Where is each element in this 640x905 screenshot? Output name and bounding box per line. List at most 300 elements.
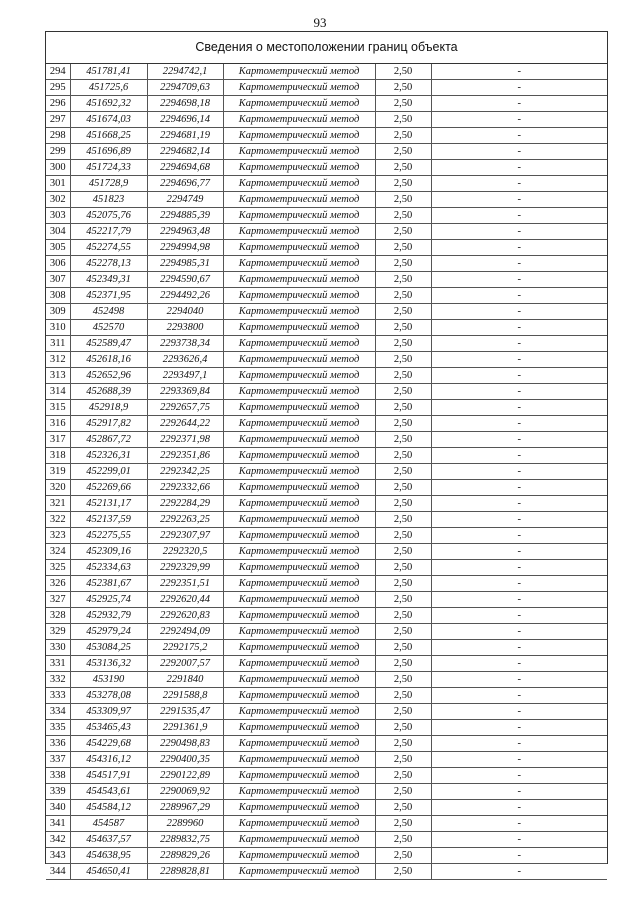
table-row	[46, 576, 607, 592]
point-number-cell: 295	[46, 80, 70, 96]
table-row	[46, 624, 607, 640]
x-coordinate-cell: 452274,55	[70, 240, 147, 256]
point-number-cell: 342	[46, 832, 70, 848]
description-cell: -	[431, 688, 607, 704]
x-coordinate-cell: 451728,9	[70, 176, 147, 192]
accuracy-cell: 2,50	[375, 256, 431, 272]
method-cell: Картометрический метод	[223, 288, 375, 304]
method-cell: Картометрический метод	[223, 592, 375, 608]
table-row	[46, 480, 607, 496]
description-cell: -	[431, 416, 607, 432]
method-cell: Картометрический метод	[223, 544, 375, 560]
description-cell: -	[431, 288, 607, 304]
description-cell: -	[431, 192, 607, 208]
y-coordinate-cell: 2289832,75	[147, 832, 223, 848]
x-coordinate-cell: 452269,66	[70, 480, 147, 496]
method-cell: Картометрический метод	[223, 352, 375, 368]
description-cell: -	[431, 144, 607, 160]
point-number-cell: 299	[46, 144, 70, 160]
table-row	[46, 288, 607, 304]
x-coordinate-cell: 454587	[70, 816, 147, 832]
y-coordinate-cell: 2293369,84	[147, 384, 223, 400]
x-coordinate-cell: 452275,55	[70, 528, 147, 544]
accuracy-cell: 2,50	[375, 816, 431, 832]
accuracy-cell: 2,50	[375, 784, 431, 800]
table-row	[46, 176, 607, 192]
description-cell: -	[431, 400, 607, 416]
table-row	[46, 80, 607, 96]
method-cell: Картометрический метод	[223, 64, 375, 80]
y-coordinate-cell: 2292644,22	[147, 416, 223, 432]
y-coordinate-cell: 2292620,44	[147, 592, 223, 608]
description-cell: -	[431, 160, 607, 176]
y-coordinate-cell: 2291535,47	[147, 704, 223, 720]
accuracy-cell: 2,50	[375, 560, 431, 576]
point-number-cell: 315	[46, 400, 70, 416]
method-cell: Картометрический метод	[223, 144, 375, 160]
y-coordinate-cell: 2289829,26	[147, 848, 223, 864]
description-cell: -	[431, 672, 607, 688]
method-cell: Картометрический метод	[223, 704, 375, 720]
point-number-cell: 328	[46, 608, 70, 624]
method-cell: Картометрический метод	[223, 272, 375, 288]
y-coordinate-cell: 2294885,39	[147, 208, 223, 224]
x-coordinate-cell: 452309,16	[70, 544, 147, 560]
accuracy-cell: 2,50	[375, 144, 431, 160]
accuracy-cell: 2,50	[375, 304, 431, 320]
method-cell: Картометрический метод	[223, 400, 375, 416]
point-number-cell: 308	[46, 288, 70, 304]
accuracy-cell: 2,50	[375, 608, 431, 624]
method-cell: Картометрический метод	[223, 256, 375, 272]
accuracy-cell: 2,50	[375, 800, 431, 816]
method-cell: Картометрический метод	[223, 768, 375, 784]
accuracy-cell: 2,50	[375, 624, 431, 640]
x-coordinate-cell: 454316,12	[70, 752, 147, 768]
y-coordinate-cell: 2290498,83	[147, 736, 223, 752]
point-number-cell: 340	[46, 800, 70, 816]
y-coordinate-cell: 2292307,97	[147, 528, 223, 544]
point-number-cell: 319	[46, 464, 70, 480]
point-number-cell: 321	[46, 496, 70, 512]
table-row	[46, 656, 607, 672]
point-number-cell: 318	[46, 448, 70, 464]
accuracy-cell: 2,50	[375, 848, 431, 864]
point-number-cell: 320	[46, 480, 70, 496]
table-row	[46, 208, 607, 224]
x-coordinate-cell: 452618,16	[70, 352, 147, 368]
accuracy-cell: 2,50	[375, 720, 431, 736]
coordinates-table	[46, 64, 607, 880]
point-number-cell: 330	[46, 640, 70, 656]
table-row	[46, 816, 607, 832]
y-coordinate-cell: 2292351,51	[147, 576, 223, 592]
point-number-cell: 333	[46, 688, 70, 704]
x-coordinate-cell: 452918,9	[70, 400, 147, 416]
description-cell: -	[431, 80, 607, 96]
y-coordinate-cell: 2292284,29	[147, 496, 223, 512]
x-coordinate-cell: 452381,67	[70, 576, 147, 592]
x-coordinate-cell: 454517,91	[70, 768, 147, 784]
accuracy-cell: 2,50	[375, 432, 431, 448]
x-coordinate-cell: 453190	[70, 672, 147, 688]
table-row	[46, 864, 607, 880]
description-cell: -	[431, 96, 607, 112]
table-row	[46, 112, 607, 128]
table-row	[46, 752, 607, 768]
x-coordinate-cell: 451781,41	[70, 64, 147, 80]
accuracy-cell: 2,50	[375, 544, 431, 560]
description-cell: -	[431, 352, 607, 368]
accuracy-cell: 2,50	[375, 832, 431, 848]
y-coordinate-cell: 2294742,1	[147, 64, 223, 80]
table-row	[46, 304, 607, 320]
point-number-cell: 300	[46, 160, 70, 176]
table-row	[46, 464, 607, 480]
y-coordinate-cell: 2294709,63	[147, 80, 223, 96]
point-number-cell: 344	[46, 864, 70, 880]
x-coordinate-cell: 451725,6	[70, 80, 147, 96]
method-cell: Картометрический метод	[223, 320, 375, 336]
description-cell: -	[431, 848, 607, 864]
description-cell: -	[431, 768, 607, 784]
description-cell: -	[431, 64, 607, 80]
description-cell: -	[431, 608, 607, 624]
x-coordinate-cell: 453136,32	[70, 656, 147, 672]
table-row	[46, 720, 607, 736]
accuracy-cell: 2,50	[375, 208, 431, 224]
method-cell: Картометрический метод	[223, 784, 375, 800]
point-number-cell: 301	[46, 176, 70, 192]
point-number-cell: 339	[46, 784, 70, 800]
x-coordinate-cell: 451724,33	[70, 160, 147, 176]
table-row	[46, 544, 607, 560]
y-coordinate-cell: 2290122,89	[147, 768, 223, 784]
x-coordinate-cell: 452688,39	[70, 384, 147, 400]
accuracy-cell: 2,50	[375, 752, 431, 768]
table-row	[46, 256, 607, 272]
description-cell: -	[431, 704, 607, 720]
point-number-cell: 322	[46, 512, 70, 528]
point-number-cell: 312	[46, 352, 70, 368]
table-row	[46, 736, 607, 752]
y-coordinate-cell: 2289960	[147, 816, 223, 832]
method-cell: Картометрический метод	[223, 864, 375, 880]
method-cell: Картометрический метод	[223, 496, 375, 512]
accuracy-cell: 2,50	[375, 496, 431, 512]
description-cell: -	[431, 368, 607, 384]
x-coordinate-cell: 453309,97	[70, 704, 147, 720]
accuracy-cell: 2,50	[375, 704, 431, 720]
point-number-cell: 343	[46, 848, 70, 864]
table-row	[46, 528, 607, 544]
y-coordinate-cell: 2294985,31	[147, 256, 223, 272]
x-coordinate-cell: 452075,76	[70, 208, 147, 224]
x-coordinate-cell: 454637,57	[70, 832, 147, 848]
x-coordinate-cell: 451823	[70, 192, 147, 208]
x-coordinate-cell: 452867,72	[70, 432, 147, 448]
y-coordinate-cell: 2293497,1	[147, 368, 223, 384]
point-number-cell: 305	[46, 240, 70, 256]
table-row	[46, 96, 607, 112]
table-row	[46, 240, 607, 256]
x-coordinate-cell: 452979,24	[70, 624, 147, 640]
description-cell: -	[431, 512, 607, 528]
table-row	[46, 160, 607, 176]
method-cell: Картометрический метод	[223, 112, 375, 128]
table-row	[46, 144, 607, 160]
accuracy-cell: 2,50	[375, 160, 431, 176]
method-cell: Картометрический метод	[223, 752, 375, 768]
x-coordinate-cell: 452589,47	[70, 336, 147, 352]
method-cell: Картометрический метод	[223, 832, 375, 848]
x-coordinate-cell: 452217,79	[70, 224, 147, 240]
description-cell: -	[431, 560, 607, 576]
y-coordinate-cell: 2291361,9	[147, 720, 223, 736]
x-coordinate-cell: 452371,95	[70, 288, 147, 304]
point-number-cell: 306	[46, 256, 70, 272]
accuracy-cell: 2,50	[375, 64, 431, 80]
description-cell: -	[431, 528, 607, 544]
accuracy-cell: 2,50	[375, 224, 431, 240]
accuracy-cell: 2,50	[375, 240, 431, 256]
table-row	[46, 64, 607, 80]
point-number-cell: 326	[46, 576, 70, 592]
x-coordinate-cell: 452498	[70, 304, 147, 320]
x-coordinate-cell: 452131,17	[70, 496, 147, 512]
accuracy-cell: 2,50	[375, 464, 431, 480]
description-cell: -	[431, 208, 607, 224]
description-cell: -	[431, 272, 607, 288]
y-coordinate-cell: 2294698,18	[147, 96, 223, 112]
method-cell: Картометрический метод	[223, 656, 375, 672]
accuracy-cell: 2,50	[375, 768, 431, 784]
x-coordinate-cell: 451692,32	[70, 96, 147, 112]
x-coordinate-cell: 452278,13	[70, 256, 147, 272]
accuracy-cell: 2,50	[375, 192, 431, 208]
description-cell: -	[431, 336, 607, 352]
point-number-cell: 317	[46, 432, 70, 448]
table-row	[46, 768, 607, 784]
accuracy-cell: 2,50	[375, 352, 431, 368]
accuracy-cell: 2,50	[375, 576, 431, 592]
y-coordinate-cell: 2292342,25	[147, 464, 223, 480]
point-number-cell: 337	[46, 752, 70, 768]
table-row	[46, 512, 607, 528]
description-cell: -	[431, 176, 607, 192]
description-cell: -	[431, 128, 607, 144]
description-cell: -	[431, 224, 607, 240]
accuracy-cell: 2,50	[375, 112, 431, 128]
method-cell: Картометрический метод	[223, 672, 375, 688]
y-coordinate-cell: 2294681,19	[147, 128, 223, 144]
method-cell: Картометрический метод	[223, 736, 375, 752]
y-coordinate-cell: 2293800	[147, 320, 223, 336]
table-row	[46, 704, 607, 720]
y-coordinate-cell: 2294682,14	[147, 144, 223, 160]
description-cell: -	[431, 640, 607, 656]
y-coordinate-cell: 2294696,14	[147, 112, 223, 128]
description-cell: -	[431, 464, 607, 480]
table-row	[46, 400, 607, 416]
y-coordinate-cell: 2292007,57	[147, 656, 223, 672]
accuracy-cell: 2,50	[375, 272, 431, 288]
method-cell: Картометрический метод	[223, 384, 375, 400]
description-cell: -	[431, 800, 607, 816]
point-number-cell: 324	[46, 544, 70, 560]
y-coordinate-cell: 2294492,26	[147, 288, 223, 304]
y-coordinate-cell: 2289828,81	[147, 864, 223, 880]
y-coordinate-cell: 2292620,83	[147, 608, 223, 624]
point-number-cell: 316	[46, 416, 70, 432]
point-number-cell: 329	[46, 624, 70, 640]
description-cell: -	[431, 304, 607, 320]
point-number-cell: 338	[46, 768, 70, 784]
point-number-cell: 298	[46, 128, 70, 144]
method-cell: Картометрический метод	[223, 688, 375, 704]
x-coordinate-cell: 454650,41	[70, 864, 147, 880]
accuracy-cell: 2,50	[375, 336, 431, 352]
x-coordinate-cell: 452137,59	[70, 512, 147, 528]
method-cell: Картометрический метод	[223, 512, 375, 528]
y-coordinate-cell: 2291840	[147, 672, 223, 688]
description-cell: -	[431, 576, 607, 592]
method-cell: Картометрический метод	[223, 528, 375, 544]
y-coordinate-cell: 2293738,34	[147, 336, 223, 352]
accuracy-cell: 2,50	[375, 128, 431, 144]
y-coordinate-cell: 2292494,09	[147, 624, 223, 640]
point-number-cell: 323	[46, 528, 70, 544]
x-coordinate-cell: 452652,96	[70, 368, 147, 384]
description-cell: -	[431, 816, 607, 832]
coordinates-table-body	[46, 64, 607, 880]
method-cell: Картометрический метод	[223, 608, 375, 624]
table-row	[46, 832, 607, 848]
description-cell: -	[431, 832, 607, 848]
description-cell: -	[431, 720, 607, 736]
page-number: 93	[313, 15, 327, 30]
method-cell: Картометрический метод	[223, 192, 375, 208]
point-number-cell: 304	[46, 224, 70, 240]
x-coordinate-cell: 453084,25	[70, 640, 147, 656]
point-number-cell: 331	[46, 656, 70, 672]
method-cell: Картометрический метод	[223, 432, 375, 448]
table-title: Сведения о местоположении границ объекта	[46, 32, 607, 64]
description-cell: -	[431, 240, 607, 256]
y-coordinate-cell: 2294694,68	[147, 160, 223, 176]
method-cell: Картометрический метод	[223, 720, 375, 736]
x-coordinate-cell: 452326,31	[70, 448, 147, 464]
x-coordinate-cell: 452932,79	[70, 608, 147, 624]
y-coordinate-cell: 2294590,67	[147, 272, 223, 288]
description-cell: -	[431, 592, 607, 608]
table-row	[46, 192, 607, 208]
point-number-cell: 296	[46, 96, 70, 112]
x-coordinate-cell: 452349,31	[70, 272, 147, 288]
point-number-cell: 313	[46, 368, 70, 384]
accuracy-cell: 2,50	[375, 368, 431, 384]
description-cell: -	[431, 384, 607, 400]
method-cell: Картометрический метод	[223, 800, 375, 816]
point-number-cell: 336	[46, 736, 70, 752]
method-cell: Картометрический метод	[223, 208, 375, 224]
y-coordinate-cell: 2292263,25	[147, 512, 223, 528]
method-cell: Картометрический метод	[223, 464, 375, 480]
description-cell: -	[431, 784, 607, 800]
accuracy-cell: 2,50	[375, 416, 431, 432]
table-row	[46, 320, 607, 336]
method-cell: Картометрический метод	[223, 224, 375, 240]
description-cell: -	[431, 864, 607, 880]
y-coordinate-cell: 2292329,99	[147, 560, 223, 576]
point-number-cell: 325	[46, 560, 70, 576]
description-cell: -	[431, 544, 607, 560]
accuracy-cell: 2,50	[375, 176, 431, 192]
method-cell: Картометрический метод	[223, 416, 375, 432]
x-coordinate-cell: 452925,74	[70, 592, 147, 608]
table-row	[46, 848, 607, 864]
method-cell: Картометрический метод	[223, 304, 375, 320]
point-number-cell: 307	[46, 272, 70, 288]
x-coordinate-cell: 451668,25	[70, 128, 147, 144]
accuracy-cell: 2,50	[375, 512, 431, 528]
y-coordinate-cell: 2290400,35	[147, 752, 223, 768]
description-cell: -	[431, 112, 607, 128]
description-cell: -	[431, 432, 607, 448]
x-coordinate-cell: 451674,03	[70, 112, 147, 128]
description-cell: -	[431, 656, 607, 672]
point-number-cell: 294	[46, 64, 70, 80]
table-row	[46, 592, 607, 608]
description-cell: -	[431, 624, 607, 640]
table-row	[46, 384, 607, 400]
x-coordinate-cell: 454584,12	[70, 800, 147, 816]
y-coordinate-cell: 2292351,86	[147, 448, 223, 464]
table-row	[46, 224, 607, 240]
description-cell: -	[431, 256, 607, 272]
point-number-cell: 341	[46, 816, 70, 832]
method-cell: Картометрический метод	[223, 128, 375, 144]
y-coordinate-cell: 2290069,92	[147, 784, 223, 800]
y-coordinate-cell: 2292320,5	[147, 544, 223, 560]
method-cell: Картометрический метод	[223, 816, 375, 832]
accuracy-cell: 2,50	[375, 656, 431, 672]
point-number-cell: 310	[46, 320, 70, 336]
accuracy-cell: 2,50	[375, 288, 431, 304]
method-cell: Картометрический метод	[223, 576, 375, 592]
method-cell: Картометрический метод	[223, 368, 375, 384]
point-number-cell: 311	[46, 336, 70, 352]
method-cell: Картометрический метод	[223, 336, 375, 352]
method-cell: Картометрический метод	[223, 176, 375, 192]
table-row	[46, 128, 607, 144]
accuracy-cell: 2,50	[375, 384, 431, 400]
accuracy-cell: 2,50	[375, 672, 431, 688]
y-coordinate-cell: 2294040	[147, 304, 223, 320]
table-row	[46, 336, 607, 352]
x-coordinate-cell: 453278,08	[70, 688, 147, 704]
method-cell: Картометрический метод	[223, 480, 375, 496]
point-number-cell: 309	[46, 304, 70, 320]
description-cell: -	[431, 752, 607, 768]
point-number-cell: 314	[46, 384, 70, 400]
y-coordinate-cell: 2289967,29	[147, 800, 223, 816]
y-coordinate-cell: 2294749	[147, 192, 223, 208]
y-coordinate-cell: 2291588,8	[147, 688, 223, 704]
table-row	[46, 672, 607, 688]
description-cell: -	[431, 480, 607, 496]
x-coordinate-cell: 454543,61	[70, 784, 147, 800]
